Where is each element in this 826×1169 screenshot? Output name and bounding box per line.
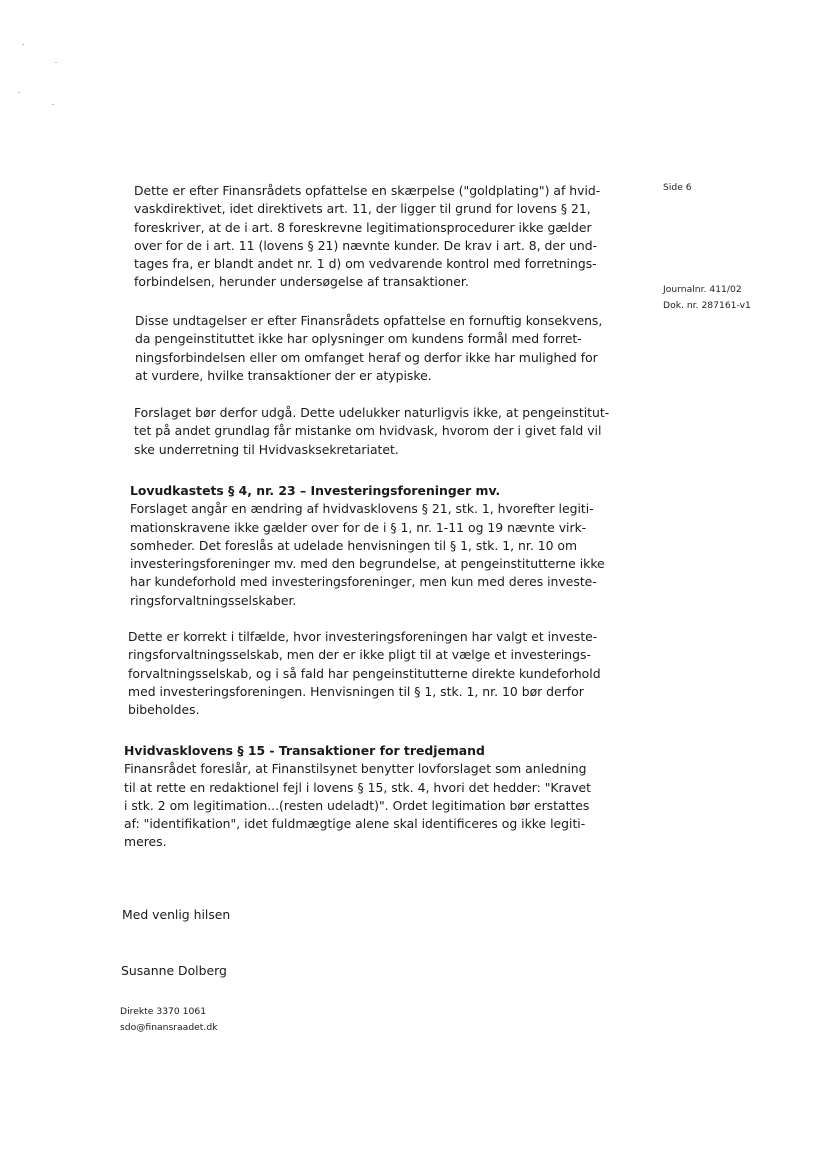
text-line: ringsforvaltningsselskaber. — [130, 592, 297, 608]
text-line: Forslaget angår en ændring af hvidvasklovens § 21, stk. 1, hvorefter legiti- — [130, 501, 594, 517]
text-line: meres. — [124, 834, 167, 850]
text-line: til at rette en redaktionel fejl i lovens § 15, stk. 4, hvori det hedder: "Kravet — [124, 779, 592, 795]
text-line: med investeringsforeningen. Henvisningen til § 1, stk. 1, nr. 10 bør derfor — [128, 683, 584, 699]
text-line: Finansrådet foreslår, at Finanstilsynet benytter lovforslaget som anledning — [124, 761, 587, 777]
document-sidebar — [663, 180, 803, 314]
text-line: Forslaget bør derfor udgå. Dette udelukker naturligvis ikke, at pengeinstitut- — [134, 405, 610, 420]
text-line: bibeholdes. — [128, 702, 200, 718]
section-heading: Hvidvasklovens § 15 - Transaktioner for tredjemand — [124, 743, 485, 758]
scan-speck — [55, 62, 57, 63]
text-line: at vurdere, hvilke transaktioner der er atypiske. — [135, 367, 432, 383]
closing-greeting: Med venlig hilsen — [122, 907, 231, 922]
paragraph-investment-comment — [128, 628, 618, 719]
signature-name: Susanne Dolberg — [121, 963, 227, 978]
text-line: forvaltningsselskab, og i så fald har pengeinstitutterne direkte kundeforhold — [128, 665, 601, 681]
paragraph-exemptions — [135, 312, 625, 385]
text-line: foreskriver, at de i art. 8 foreskrevne legitimationsprocedurer ikke gælder — [134, 219, 592, 235]
text-line: Dette er korrekt i tilfælde, hvor investeringsforeningen har valgt et investe- — [128, 629, 598, 644]
text-line: over for de i art. 11 (lovens § 21) nævnte kunder. De krav i art. 8, der und- — [134, 237, 598, 253]
text-line: Disse undtagelser er efter Finansrådets opfattelse en fornuftig konsekvens, — [135, 313, 603, 328]
text-line: i stk. 2 om legitimation...(resten udeladt)". Ordet legitimation bør erstattes — [124, 797, 590, 813]
scan-speck — [52, 104, 54, 105]
text-line: af: "identifikation", idet fuldmægtige alene skal identificeres og ikke legiti- — [124, 816, 586, 832]
text-line: mationskravene ikke gælder over for de i § 1, nr. 1-11 og 19 nævnte virk- — [130, 519, 587, 535]
scan-speck — [18, 92, 20, 93]
section-third-party-transactions — [124, 742, 614, 852]
text-line: ringsforvaltningsselskab, men der er ikke pligt til at vælge et investerings- — [128, 647, 591, 663]
text-line: ske underretning til Hvidvasksekretariatet. — [134, 441, 399, 457]
document-number: Dok. nr. 287161-v1 — [663, 300, 751, 311]
text-line: investeringsforeninger mv. med den begrundelse, at pengeinstitutterne ikke — [130, 556, 605, 572]
text-line: Dette er efter Finansrådets opfattelse en skærpelse ("goldplating") af hvid- — [134, 183, 601, 198]
contact-email: sdo@finansraadet.dk — [120, 1022, 218, 1033]
text-line: ningsforbindelsen eller om omfanget heraf og derfor ikke har mulighed for — [135, 349, 598, 365]
page-number: Side 6 — [663, 182, 692, 193]
text-line: da pengeinstituttet ikke har oplysninger om kundens formål med forret- — [135, 331, 582, 347]
text-line: forbindelsen, herunder undersøgelse af transaktioner. — [134, 274, 469, 290]
section-heading: Lovudkastets § 4, nr. 23 – Investeringsforeninger mv. — [130, 483, 501, 498]
text-line: tet på andet grundlag får mistanke om hvidvask, hvorom der i givet fald vil — [134, 423, 602, 439]
paragraph-proposal-removal — [134, 404, 624, 459]
text-line: vaskdirektivet, idet direktivets art. 11, der ligger til grund for lovens § 21, — [134, 201, 591, 217]
contact-phone: Direkte 3370 1061 — [120, 1006, 207, 1017]
text-line: har kundeforhold med investeringsforeninger, men kun med deres investe- — [130, 574, 597, 590]
contact-info — [120, 1004, 217, 1036]
journal-number: Journalnr. 411/02 — [663, 284, 742, 295]
section-investment-funds — [130, 482, 620, 610]
text-line: tages fra, er blandt andet nr. 1 d) om vedvarende kontrol med forretnings- — [134, 256, 597, 272]
text-line: somheder. Det foreslås at udelade henvisningen til § 1, stk. 1, nr. 10 om — [130, 537, 578, 553]
paragraph-goldplating — [134, 182, 624, 292]
scan-speck — [22, 44, 24, 45]
